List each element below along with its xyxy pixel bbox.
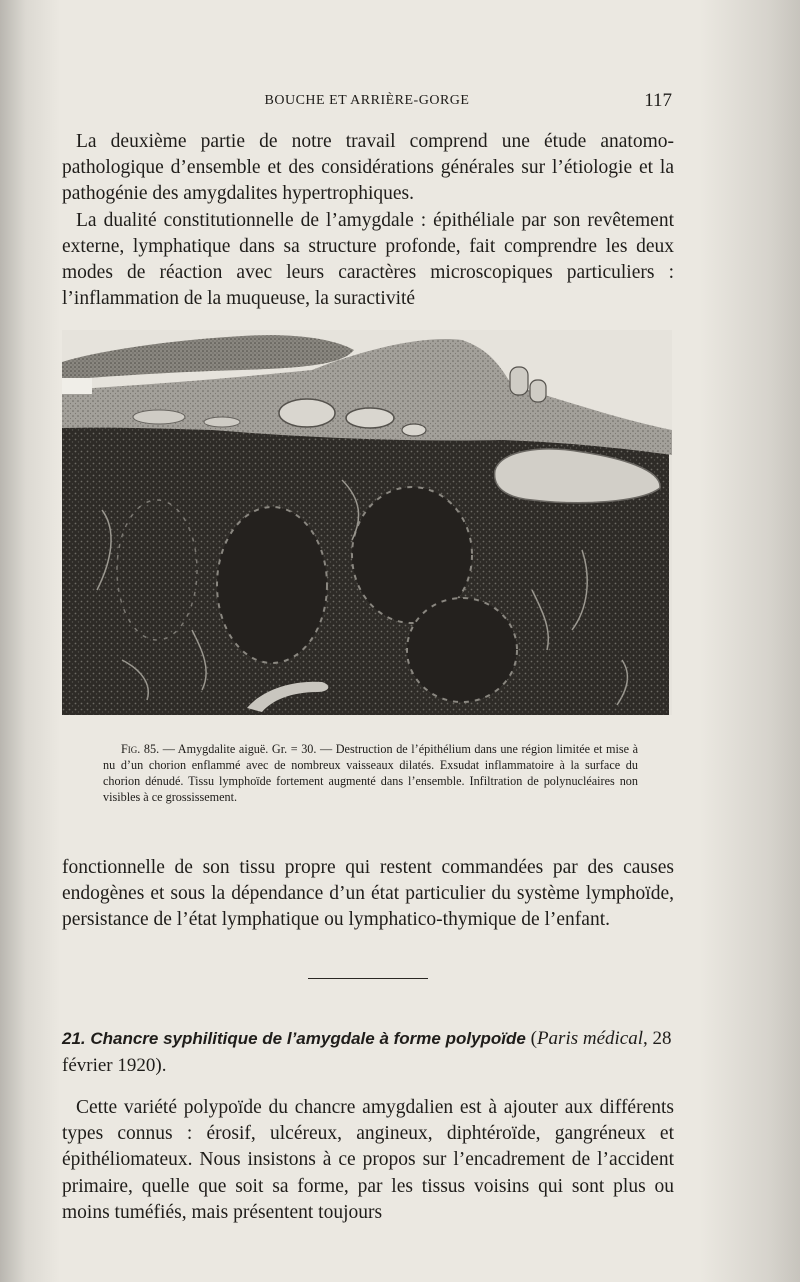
histology-figure bbox=[62, 330, 672, 715]
body-text-top bbox=[62, 129, 674, 312]
source-open: ( bbox=[525, 1028, 537, 1049]
amygdala-section-illustration bbox=[62, 330, 672, 715]
body-text-bottom bbox=[62, 1095, 674, 1226]
source-date: , 28 février 1920). bbox=[62, 1028, 672, 1076]
running-header bbox=[62, 90, 672, 116]
page-number: 117 bbox=[644, 90, 672, 111]
source-journal: Paris médical bbox=[536, 1028, 644, 1049]
running-title: BOUCHE ET ARRIÈRE-GORGE bbox=[264, 93, 470, 108]
figure-caption-text: — Amygdalite aiguë. Gr. = 30. — Destruction de l’épithélium dans une région limitée et mise à nu d’un chorion enflammé avec de nombreux vaisseaux dilatés. Exsudat inflammatoire à la surface du chorion dénudé. Tissu lymphoïde fortement augmenté dans l’ensemble. Infiltration de polynucléaires non visibles à ce grossissement. bbox=[103, 742, 639, 805]
figure-caption bbox=[103, 741, 638, 805]
article-title: 21. Chancre syphilitique de l’amygdale à forme polypoïde bbox=[62, 1029, 526, 1048]
paragraph-etiology: La deuxième partie de notre travail comprend une étude anatomo-pathologique d’ensemble et des considérations générales sur l’étiologie et la pathogénie des amygdalites hypertrophiques. bbox=[62, 131, 674, 205]
paragraph-polypoid: Cette variété polypoïde du chancre amygdalien est à ajouter aux différents types connus : érosif, ulcéreux, angineux, diphtéroïde, gangréneux et épithéliomateux. Nous insistons à ce propos sur l’encadrement de l’accident primaire, quelle que soit sa forme, par les tissus voisins qui sont plus ou moins tuméfiés, mais présentent toujours bbox=[62, 1097, 674, 1223]
paragraph-duality: La dualité constitutionnelle de l’amygdale : épithéliale par son revêtement externe, lymphatique dans sa structure profonde, fait comprendre les deux modes de réaction avec leurs caractères microscopiques particuliers : l’inflammation de la muqueuse, la suractivité bbox=[62, 209, 674, 310]
article-heading bbox=[62, 1025, 676, 1079]
paragraph-lymphoid: fonctionnelle de son tissu propre qui restent commandées par des causes endogènes et sous la dépendance d’un état particulier du système lymphoïde, persistance de l’état lymphatique ou lymphatico-thymique de l’enfant. bbox=[62, 857, 674, 931]
section-divider bbox=[308, 978, 428, 979]
figure-label: Fig. 85. bbox=[121, 742, 160, 756]
body-text-middle bbox=[62, 855, 674, 934]
